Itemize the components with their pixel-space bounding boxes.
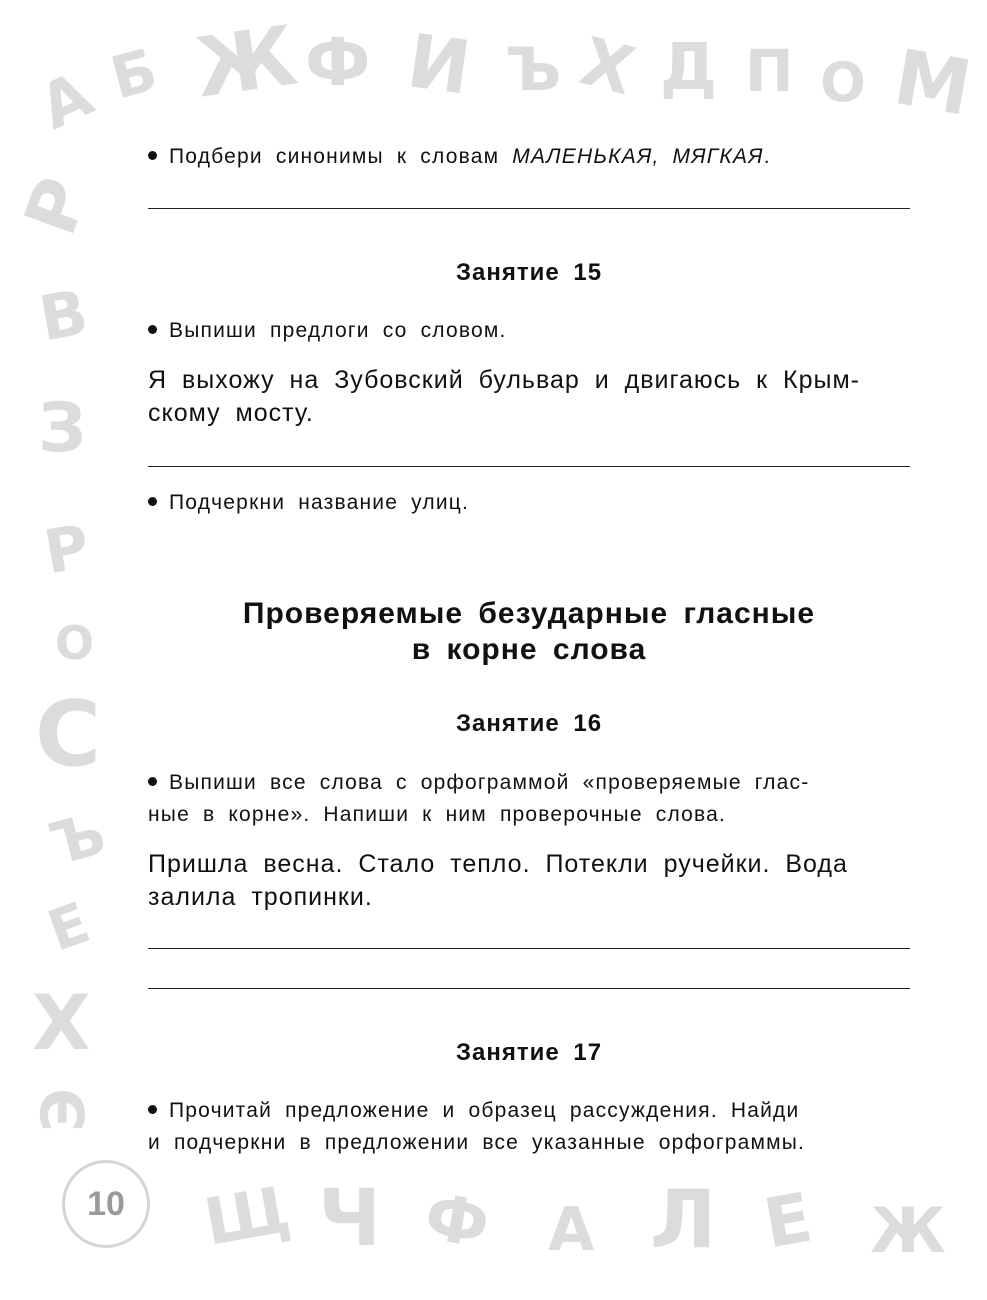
bullet-icon [148, 777, 157, 786]
lesson-17-title: Занятие 17 [455, 1039, 603, 1066]
task-text: ные в корне». Напиши к ним проверочные слова. [148, 803, 727, 826]
answer-line[interactable] [148, 988, 910, 989]
task-checked-vowels [148, 767, 910, 799]
bullet-icon [148, 325, 157, 334]
decorative-letter: А [548, 1195, 595, 1265]
exercise-sentence [148, 364, 910, 397]
decorative-letter: С [35, 682, 102, 787]
decorative-letter: Ъ [505, 35, 562, 105]
sentence-line: скому мосту. [148, 399, 314, 427]
decorative-letter: Ж [189, 8, 303, 117]
decorative-letter: А [28, 57, 103, 144]
task-words: МАЛЕНЬКАЯ, МЯГКАЯ [512, 145, 764, 168]
decorative-letter: О [55, 616, 95, 670]
exercise-sentence-continuation [148, 397, 910, 430]
bullet-icon [148, 1105, 157, 1114]
decorative-letter: Р [39, 511, 95, 589]
decorative-letter: Х [32, 978, 91, 1067]
decorative-letter: Л [650, 1173, 717, 1266]
bullet-icon [148, 497, 157, 506]
section-title-line: Проверяемые безударные гласные [242, 597, 816, 630]
text-line: залила тропинки. [148, 883, 373, 911]
decorative-letter: Ф [305, 24, 371, 101]
task-text: Выпиши предлоги со словом. [169, 319, 507, 342]
task-read-sentence [148, 1095, 910, 1127]
text-line: Пришла весна. Стало тепло. Потекли ручейки. Вода [148, 850, 848, 878]
section-title [148, 596, 910, 668]
decorative-letter: И [402, 18, 476, 112]
answer-line[interactable] [148, 466, 910, 467]
decorative-letter: Э [29, 1087, 100, 1133]
task-text: Прочитай предложение и образец рассуждения. Найди [169, 1099, 800, 1122]
decorative-letter: Б [103, 35, 165, 113]
decorative-letter: О [820, 51, 866, 114]
task-read-sentence-continuation [148, 1127, 910, 1159]
task-text: Подчеркни название улиц. [169, 491, 470, 514]
task-prepositions [148, 315, 910, 347]
decorative-letter: Ъ [42, 799, 113, 879]
decorative-letter: Д [660, 31, 717, 105]
answer-line[interactable] [148, 948, 910, 949]
sentence-line: Я выхожу на Зубовский бульвар и двигаюсь к Крым- [148, 366, 860, 394]
bullet-icon [148, 151, 157, 160]
decorative-letter: Ч [318, 1174, 382, 1264]
exercise-text [148, 848, 910, 881]
answer-line[interactable] [148, 208, 910, 209]
decorative-letter: М [887, 32, 978, 133]
task-text-suffix: . [763, 145, 771, 168]
decorative-letter: З [38, 389, 87, 468]
task-text: и подчеркни в предложении все указанные орфограммы. [148, 1131, 806, 1154]
decorative-letter: Е [758, 1178, 818, 1265]
decorative-letter: Ф [419, 1180, 495, 1264]
lesson-16-title: Занятие 16 [455, 710, 603, 737]
task-text: Подбери синонимы к словам [169, 145, 513, 168]
decorative-letter: Р [7, 166, 105, 246]
decorative-letter: В [33, 275, 94, 356]
section-title-line: в корне слова [411, 633, 647, 666]
task-checked-vowels-continuation [148, 799, 910, 831]
exercise-text-continuation [148, 881, 910, 914]
lesson-15-title: Занятие 15 [455, 259, 603, 286]
decorative-letter: Х [573, 22, 643, 111]
decorative-letter: Е [39, 890, 99, 965]
task-underline-streets [148, 487, 910, 519]
task-synonyms [148, 141, 910, 173]
decorative-letter: П [745, 37, 794, 105]
decorative-letter: Ж [870, 1194, 946, 1267]
decorative-letter: Щ [199, 1173, 296, 1261]
page-number: 10 [87, 1185, 125, 1223]
task-text: Выпиши все слова с орфограммой «проверяемые глас- [169, 771, 810, 794]
